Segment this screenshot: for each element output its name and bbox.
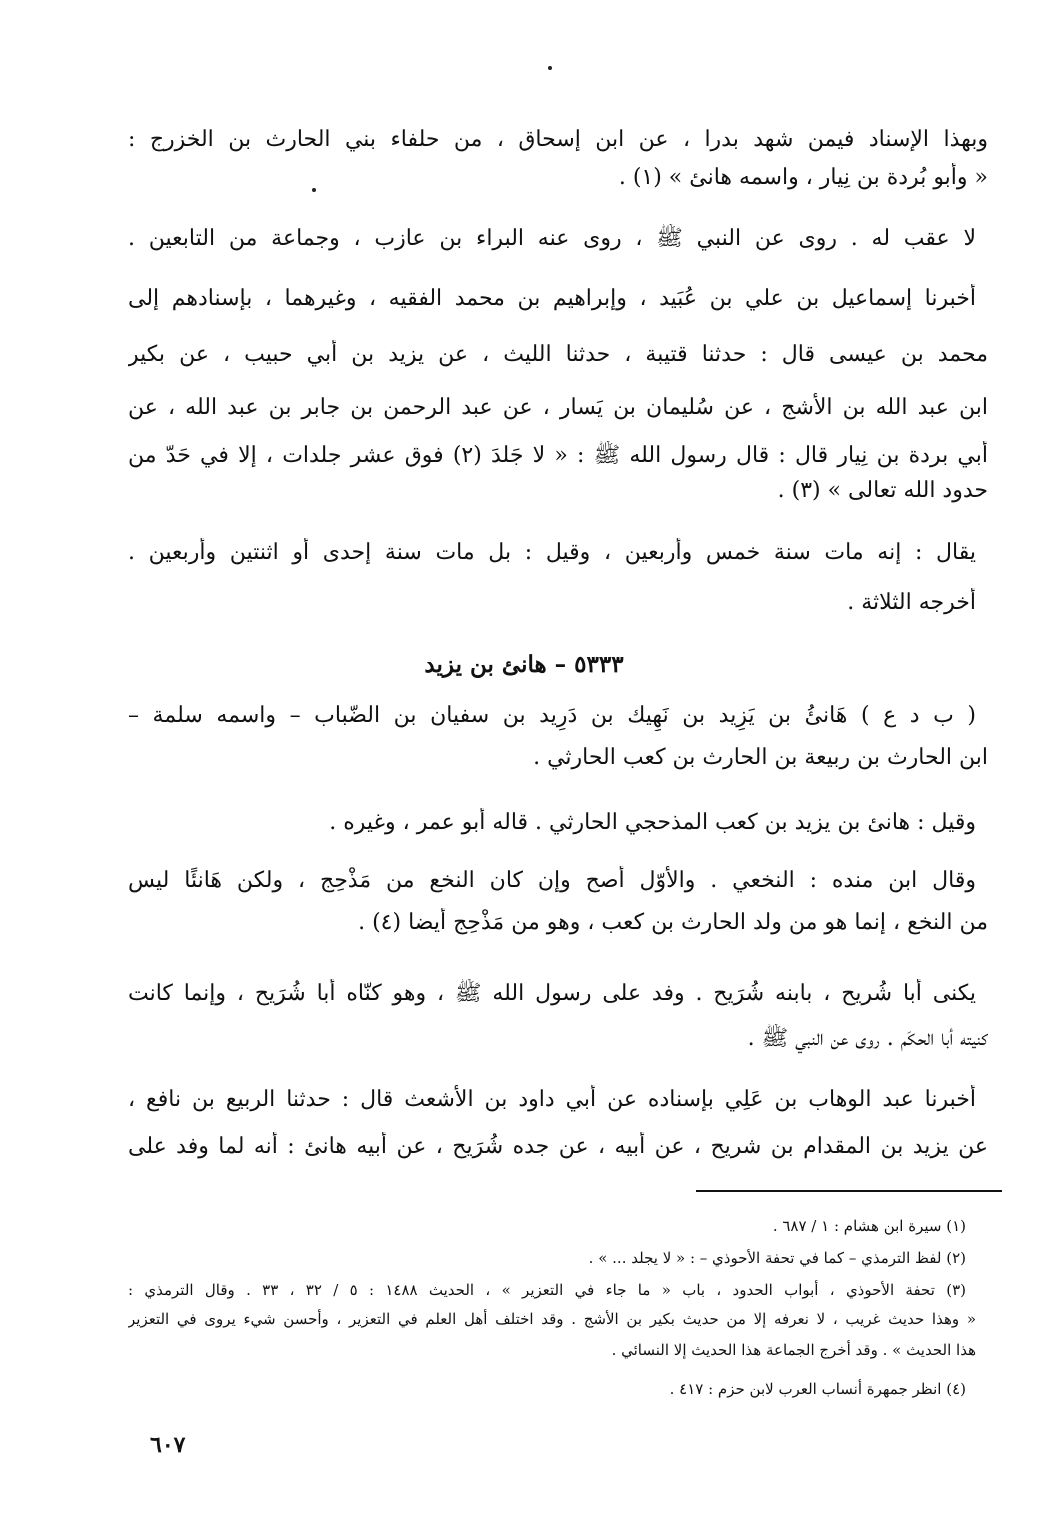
body-line: من النخع ، إنما هو من ولد الحارث بن كعب ، وهو من مَذْحِج أيضا (٤) . bbox=[358, 910, 988, 935]
body-line: وقيل : هانئ بن يزيد بن كعب المذحجي الحارثي . قاله أبو عمر ، وغيره . bbox=[329, 810, 976, 835]
footnote-line: هذا الحديث » . وقد أخرج الجماعة هذا الحديث إلا النسائي . bbox=[611, 1341, 976, 1359]
footnote-line: « وهذا حديث غريب ، لا نعرفه إلا من حديث بكير بن الأشج . وقد اختلف أهل العلم في التعزير ، وأحسن شيء يروى في التعزير bbox=[128, 1310, 976, 1328]
body-line: أبي بردة بن نِيار قال : قال رسول الله ﷺ : « لا جَلدَ (٢) فوق عشر جلدات ، إلا في حَدّ من bbox=[128, 443, 988, 468]
body-line: وبهذا الإسناد فيمن شهد بدرا ، عن ابن إسحاق ، من حلفاء بني الحارث بن الخزرج : bbox=[128, 127, 988, 152]
footnote-line: (١) سيرة ابن هشام : ١ / ٦٨٧ . bbox=[772, 1217, 966, 1235]
body-line: عن يزيد بن المقدام بن شريح ، عن أبيه ، عن جده شُرَيح ، عن أبيه هانئ : أنه لما وفد على bbox=[128, 1134, 988, 1159]
body-line: وقال ابن منده : النخعي . والأوّل أصح وإن كان النخع من مَذْحِج ، ولكن هَانئًا ليس bbox=[128, 868, 976, 893]
body-line: ابن الحارث بن ربيعة بن الحارث بن كعب الحارثي . bbox=[533, 745, 988, 770]
body-line: ( ب د ع ) هَانئُ بن يَزِيد بن نَهِيك بن دَرِيد بن سفيان بن الضّباب – واسمه سلمة – bbox=[128, 703, 976, 728]
section-heading: ٥٣٣٣ – هانئ بن يزيد bbox=[424, 651, 624, 678]
footnote-line: (٤) انظر جمهرة أنساب العرب لابن حزم : ٤١٧ . bbox=[669, 1380, 966, 1398]
page-number: ٦٠٧ bbox=[150, 1432, 186, 1458]
body-line: يقال : إنه مات سنة خمس وأربعين ، وقيل : بل مات سنة إحدى أو اثنتين وأربعين . bbox=[128, 540, 976, 565]
body-line: أخبرنا إسماعيل بن علي بن عُبَيد ، وإبراهيم بن محمد الفقيه ، وغيرهما ، بإسنادهم إلى bbox=[128, 286, 976, 311]
body-line: أخرجه الثلاثة . bbox=[847, 590, 976, 615]
body-line: محمد بن عيسى قال : حدثنا قتيبة ، حدثنا الليث ، عن يزيد بن أبي حبيب ، عن بكير bbox=[128, 342, 988, 367]
body-line: « وأبو بُردة بن نِيار ، واسمه هانئ » (١) . bbox=[618, 165, 988, 190]
body-line: ابن عبد الله بن الأشج ، عن سُليمان بن يَسار ، عن عبد الرحمن بن جابر بن عبد الله ، عن bbox=[128, 395, 988, 420]
footnote-line: (٢) لفظ الترمذي – كما في تحفة الأحوذي – : « لا يجلد ... » . bbox=[588, 1249, 966, 1267]
footnote-line: (٣) تحفة الأحوذي ، أبواب الحدود ، باب « ما جاء في التعزير » ، الحديث ١٤٨٨ : ٥ / ٣٢ ، ٣٣ . وقال الترمذي : bbox=[128, 1281, 966, 1299]
body-line: حدود الله تعالى » (٣) . bbox=[777, 478, 988, 503]
footnote-separator bbox=[696, 1190, 1002, 1192]
body-line: أخبرنا عبد الوهاب بن عَلِي بإسناده عن أبي داود بن الأشعث قال : حدثنا الربيع بن نافع ، bbox=[128, 1087, 976, 1112]
print-speck bbox=[548, 66, 552, 70]
body-line: كنيته أبا الحكَم . روى عن النبي ﷺ . bbox=[747, 1026, 988, 1051]
body-line: يكنى أبا شُريح ، بابنه شُرَيح . وفد على رسول الله ﷺ ، وهو كنّاه أبا شُرَيح ، وإنما كانت bbox=[128, 981, 976, 1006]
body-line: لا عقب له . روى عن النبي ﷺ ، روى عنه البراء بن عازب ، وجماعة من التابعين . bbox=[128, 226, 976, 251]
